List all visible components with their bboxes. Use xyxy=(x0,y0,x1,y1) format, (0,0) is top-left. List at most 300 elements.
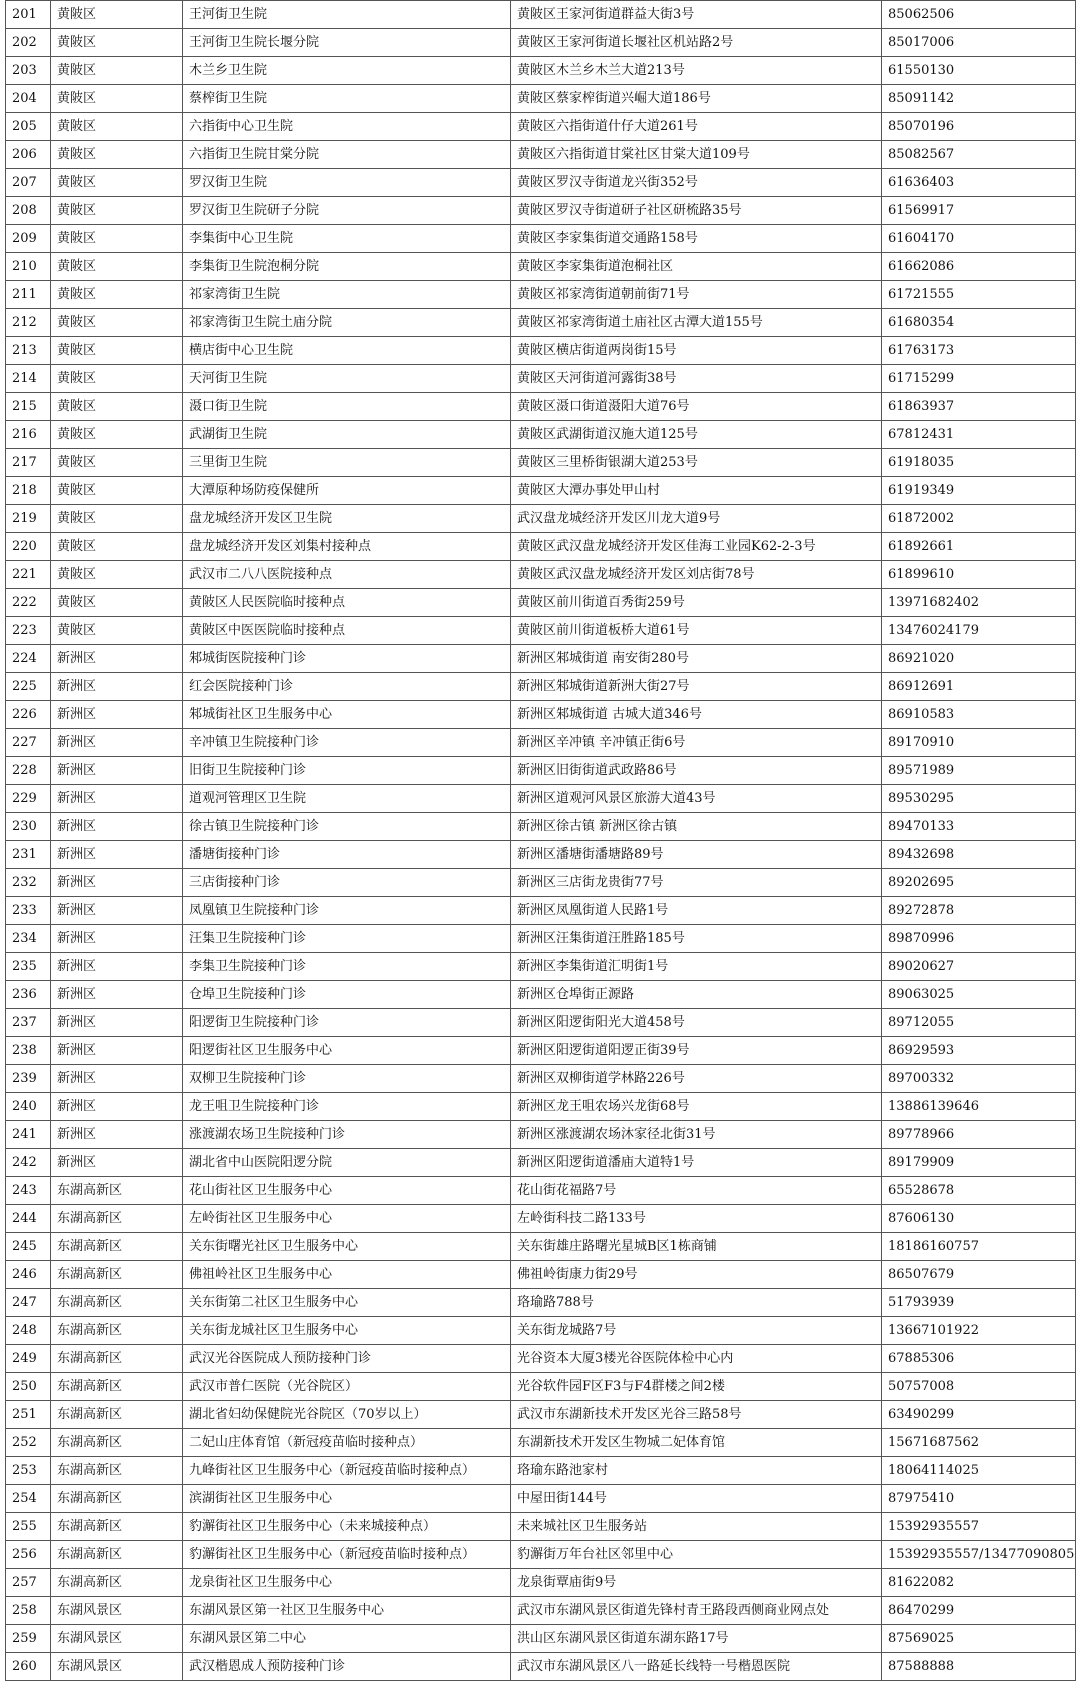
phone-cell: 67885306 xyxy=(882,1345,1076,1373)
district-cell: 东湖风景区 xyxy=(51,1653,183,1681)
table-row xyxy=(6,393,1076,421)
district-cell: 黄陂区 xyxy=(51,617,183,645)
table-row xyxy=(6,197,1076,225)
district-cell: 新洲区 xyxy=(51,1009,183,1037)
phone-cell: 87569025 xyxy=(882,1625,1076,1653)
table-row xyxy=(6,1485,1076,1513)
site-name-cell: 辛冲镇卫生院接种门诊 xyxy=(183,729,511,757)
address-cell: 黄陂区王家河街道群益大街3号 xyxy=(511,1,882,29)
phone-cell: 15671687562 xyxy=(882,1429,1076,1457)
address-cell: 新洲区邾城街道 古城大道346号 xyxy=(511,701,882,729)
phone-cell: 87606130 xyxy=(882,1205,1076,1233)
address-cell: 新洲区凤凰街道人民路1号 xyxy=(511,897,882,925)
table-row xyxy=(6,1625,1076,1653)
phone-cell: 61715299 xyxy=(882,365,1076,393)
phone-cell: 86912691 xyxy=(882,673,1076,701)
district-cell: 黄陂区 xyxy=(51,225,183,253)
row-number: 259 xyxy=(6,1625,51,1653)
address-cell: 关东街雄庄路曙光星城B区1栋商铺 xyxy=(511,1233,882,1261)
phone-cell: 89179909 xyxy=(882,1149,1076,1177)
table-row xyxy=(6,1205,1076,1233)
table-row xyxy=(6,1289,1076,1317)
row-number: 250 xyxy=(6,1373,51,1401)
site-name-cell: 武湖街卫生院 xyxy=(183,421,511,449)
district-cell: 黄陂区 xyxy=(51,505,183,533)
site-name-cell: 蔡榨街卫生院 xyxy=(183,85,511,113)
address-cell: 新洲区涨渡湖农场沐家径北街31号 xyxy=(511,1121,882,1149)
address-cell: 武汉盘龙城经济开发区川龙大道9号 xyxy=(511,505,882,533)
row-number: 255 xyxy=(6,1513,51,1541)
row-number: 203 xyxy=(6,57,51,85)
table-row xyxy=(6,533,1076,561)
address-cell: 黄陂区李家集街道交通路158号 xyxy=(511,225,882,253)
table-row xyxy=(6,981,1076,1009)
district-cell: 新洲区 xyxy=(51,869,183,897)
district-cell: 东湖高新区 xyxy=(51,1513,183,1541)
district-cell: 东湖高新区 xyxy=(51,1569,183,1597)
table-row xyxy=(6,281,1076,309)
row-number: 214 xyxy=(6,365,51,393)
row-number: 236 xyxy=(6,981,51,1009)
phone-cell: 87588888 xyxy=(882,1653,1076,1681)
phone-cell: 67812431 xyxy=(882,421,1076,449)
row-number: 248 xyxy=(6,1317,51,1345)
site-name-cell: 道观河管理区卫生院 xyxy=(183,785,511,813)
site-name-cell: 横店街中心卫生院 xyxy=(183,337,511,365)
table-row xyxy=(6,505,1076,533)
address-cell: 新洲区阳逻街道潘庙大道特1号 xyxy=(511,1149,882,1177)
district-cell: 黄陂区 xyxy=(51,561,183,589)
district-cell: 新洲区 xyxy=(51,673,183,701)
row-number: 209 xyxy=(6,225,51,253)
district-cell: 新洲区 xyxy=(51,841,183,869)
row-number: 243 xyxy=(6,1177,51,1205)
site-name-cell: 龙泉街社区卫生服务中心 xyxy=(183,1569,511,1597)
address-cell: 龙泉街覃庙街9号 xyxy=(511,1569,882,1597)
phone-cell: 89272878 xyxy=(882,897,1076,925)
phone-cell: 89778966 xyxy=(882,1121,1076,1149)
table-row xyxy=(6,1093,1076,1121)
row-number: 230 xyxy=(6,813,51,841)
district-cell: 黄陂区 xyxy=(51,421,183,449)
phone-cell: 85091142 xyxy=(882,85,1076,113)
row-number: 218 xyxy=(6,477,51,505)
phone-cell: 89020627 xyxy=(882,953,1076,981)
district-cell: 黄陂区 xyxy=(51,309,183,337)
site-name-cell: 汪集卫生院接种门诊 xyxy=(183,925,511,953)
table-row xyxy=(6,1009,1076,1037)
district-cell: 新洲区 xyxy=(51,981,183,1009)
site-name-cell: 祁家湾街卫生院土庙分院 xyxy=(183,309,511,337)
site-name-cell: 花山街社区卫生服务中心 xyxy=(183,1177,511,1205)
phone-cell: 85070196 xyxy=(882,113,1076,141)
row-number: 220 xyxy=(6,533,51,561)
site-name-cell: 东湖风景区第一社区卫生服务中心 xyxy=(183,1597,511,1625)
district-cell: 新洲区 xyxy=(51,925,183,953)
site-name-cell: 潘塘街接种门诊 xyxy=(183,841,511,869)
row-number: 212 xyxy=(6,309,51,337)
phone-cell: 15392935557 xyxy=(882,1513,1076,1541)
row-number: 245 xyxy=(6,1233,51,1261)
address-cell: 左岭街科技二路133号 xyxy=(511,1205,882,1233)
address-cell: 新洲区三店街龙贵街77号 xyxy=(511,869,882,897)
district-cell: 黄陂区 xyxy=(51,533,183,561)
row-number: 242 xyxy=(6,1149,51,1177)
phone-cell: 61918035 xyxy=(882,449,1076,477)
site-name-cell: 凤凰镇卫生院接种门诊 xyxy=(183,897,511,925)
table-row xyxy=(6,729,1076,757)
row-number: 205 xyxy=(6,113,51,141)
address-cell: 新洲区徐古镇 新洲区徐古镇 xyxy=(511,813,882,841)
row-number: 206 xyxy=(6,141,51,169)
site-name-cell: 涨渡湖农场卫生院接种门诊 xyxy=(183,1121,511,1149)
site-name-cell: 旧街卫生院接种门诊 xyxy=(183,757,511,785)
district-cell: 黄陂区 xyxy=(51,477,183,505)
table-row xyxy=(6,169,1076,197)
address-cell: 黄陂区王家河街道长堰社区机站路2号 xyxy=(511,29,882,57)
address-cell: 新洲区李集街道汇明街1号 xyxy=(511,953,882,981)
site-name-cell: 武汉市普仁医院（光谷院区） xyxy=(183,1373,511,1401)
district-cell: 新洲区 xyxy=(51,813,183,841)
row-number: 223 xyxy=(6,617,51,645)
table-row xyxy=(6,1177,1076,1205)
table-row xyxy=(6,1401,1076,1429)
row-number: 211 xyxy=(6,281,51,309)
row-number: 208 xyxy=(6,197,51,225)
district-cell: 东湖高新区 xyxy=(51,1317,183,1345)
row-number: 207 xyxy=(6,169,51,197)
site-name-cell: 天河街卫生院 xyxy=(183,365,511,393)
phone-cell: 61680354 xyxy=(882,309,1076,337)
site-name-cell: 龙王咀卫生院接种门诊 xyxy=(183,1093,511,1121)
district-cell: 黄陂区 xyxy=(51,449,183,477)
site-name-cell: 王河街卫生院长堰分院 xyxy=(183,29,511,57)
table-row xyxy=(6,365,1076,393)
phone-cell: 61721555 xyxy=(882,281,1076,309)
address-cell: 黄陂区滠口街道滠阳大道76号 xyxy=(511,393,882,421)
address-cell: 新洲区道观河风景区旅游大道43号 xyxy=(511,785,882,813)
district-cell: 东湖高新区 xyxy=(51,1233,183,1261)
district-cell: 黄陂区 xyxy=(51,337,183,365)
row-number: 235 xyxy=(6,953,51,981)
site-name-cell: 豹澥街社区卫生服务中心（未来城接种点） xyxy=(183,1513,511,1541)
site-name-cell: 滨湖街社区卫生服务中心 xyxy=(183,1485,511,1513)
district-cell: 黄陂区 xyxy=(51,393,183,421)
table-row xyxy=(6,841,1076,869)
phone-cell: 13667101922 xyxy=(882,1317,1076,1345)
table-row xyxy=(6,253,1076,281)
address-cell: 黄陂区前川街道百秀街259号 xyxy=(511,589,882,617)
table-row xyxy=(6,589,1076,617)
row-number: 258 xyxy=(6,1597,51,1625)
phone-cell: 13971682402 xyxy=(882,589,1076,617)
phone-cell: 61872002 xyxy=(882,505,1076,533)
row-number: 227 xyxy=(6,729,51,757)
address-cell: 珞瑜路788号 xyxy=(511,1289,882,1317)
address-cell: 武汉市东湖风景区街道先锋村青王路段西侧商业网点处 xyxy=(511,1597,882,1625)
table-row xyxy=(6,337,1076,365)
row-number: 246 xyxy=(6,1261,51,1289)
address-cell: 关东街龙城路7号 xyxy=(511,1317,882,1345)
phone-cell: 65528678 xyxy=(882,1177,1076,1205)
table-row xyxy=(6,57,1076,85)
district-cell: 黄陂区 xyxy=(51,113,183,141)
district-cell: 东湖高新区 xyxy=(51,1373,183,1401)
phone-cell: 61892661 xyxy=(882,533,1076,561)
site-name-cell: 东湖风景区第二中心 xyxy=(183,1625,511,1653)
phone-cell: 86921020 xyxy=(882,645,1076,673)
row-number: 241 xyxy=(6,1121,51,1149)
row-number: 215 xyxy=(6,393,51,421)
row-number: 244 xyxy=(6,1205,51,1233)
site-name-cell: 盘龙城经济开发区卫生院 xyxy=(183,505,511,533)
district-cell: 东湖高新区 xyxy=(51,1457,183,1485)
phone-cell: 85082567 xyxy=(882,141,1076,169)
row-number: 234 xyxy=(6,925,51,953)
address-cell: 花山街花福路7号 xyxy=(511,1177,882,1205)
address-cell: 黄陂区六指街道什仔大道261号 xyxy=(511,113,882,141)
address-cell: 黄陂区武汉盘龙城经济开发区佳海工业园K62-2-3号 xyxy=(511,533,882,561)
row-number: 224 xyxy=(6,645,51,673)
table-row xyxy=(6,1345,1076,1373)
table-row xyxy=(6,617,1076,645)
address-cell: 黄陂区前川街道板桥大道61号 xyxy=(511,617,882,645)
district-cell: 新洲区 xyxy=(51,645,183,673)
row-number: 210 xyxy=(6,253,51,281)
site-name-cell: 武汉楷恩成人预防接种门诊 xyxy=(183,1653,511,1681)
district-cell: 黄陂区 xyxy=(51,365,183,393)
site-name-cell: 关东街第二社区卫生服务中心 xyxy=(183,1289,511,1317)
site-name-cell: 阳逻街卫生院接种门诊 xyxy=(183,1009,511,1037)
district-cell: 新洲区 xyxy=(51,701,183,729)
table-row xyxy=(6,421,1076,449)
address-cell: 新洲区旧街街道武政路86号 xyxy=(511,757,882,785)
row-number: 222 xyxy=(6,589,51,617)
address-cell: 武汉市东湖风景区八一路延长线特一号楷恩医院 xyxy=(511,1653,882,1681)
district-cell: 东湖高新区 xyxy=(51,1289,183,1317)
site-name-cell: 关东街曙光社区卫生服务中心 xyxy=(183,1233,511,1261)
row-number: 247 xyxy=(6,1289,51,1317)
address-cell: 黄陂区祁家湾街道土庙社区古潭大道155号 xyxy=(511,309,882,337)
address-cell: 光谷资本大厦3楼光谷医院体检中心内 xyxy=(511,1345,882,1373)
row-number: 239 xyxy=(6,1065,51,1093)
row-number: 252 xyxy=(6,1429,51,1457)
phone-cell: 61604170 xyxy=(882,225,1076,253)
site-name-cell: 三里街卫生院 xyxy=(183,449,511,477)
site-name-cell: 红会医院接种门诊 xyxy=(183,673,511,701)
district-cell: 东湖高新区 xyxy=(51,1541,183,1569)
phone-cell: 89170910 xyxy=(882,729,1076,757)
address-cell: 新洲区辛冲镇 辛冲镇正街6号 xyxy=(511,729,882,757)
table-row xyxy=(6,1429,1076,1457)
phone-cell: 85017006 xyxy=(882,29,1076,57)
address-cell: 洪山区东湖风景区街道东湖东路17号 xyxy=(511,1625,882,1653)
site-name-cell: 王河街卫生院 xyxy=(183,1,511,29)
site-name-cell: 左岭街社区卫生服务中心 xyxy=(183,1205,511,1233)
district-cell: 东湖高新区 xyxy=(51,1345,183,1373)
table-row xyxy=(6,813,1076,841)
phone-cell: 89432698 xyxy=(882,841,1076,869)
row-number: 226 xyxy=(6,701,51,729)
site-name-cell: 豹澥街社区卫生服务中心（新冠疫苗临时接种点） xyxy=(183,1541,511,1569)
address-cell: 新洲区汪集街道汪胜路185号 xyxy=(511,925,882,953)
address-cell: 光谷软件园F区F3与F4群楼之间2楼 xyxy=(511,1373,882,1401)
table-row xyxy=(6,925,1076,953)
table-row xyxy=(6,757,1076,785)
table-row xyxy=(6,1233,1076,1261)
address-cell: 黄陂区罗汉寺街道研子社区研梳路35号 xyxy=(511,197,882,225)
site-name-cell: 滠口街卫生院 xyxy=(183,393,511,421)
district-cell: 东湖高新区 xyxy=(51,1429,183,1457)
district-cell: 黄陂区 xyxy=(51,1,183,29)
row-number: 237 xyxy=(6,1009,51,1037)
row-number: 217 xyxy=(6,449,51,477)
address-cell: 黄陂区祁家湾街道朝前街71号 xyxy=(511,281,882,309)
row-number: 231 xyxy=(6,841,51,869)
table-row xyxy=(6,897,1076,925)
district-cell: 东湖风景区 xyxy=(51,1597,183,1625)
district-cell: 新洲区 xyxy=(51,757,183,785)
row-number: 254 xyxy=(6,1485,51,1513)
table-row xyxy=(6,1513,1076,1541)
table-row xyxy=(6,1121,1076,1149)
phone-cell: 50757008 xyxy=(882,1373,1076,1401)
site-name-cell: 三店街接种门诊 xyxy=(183,869,511,897)
table-row xyxy=(6,1065,1076,1093)
phone-cell: 86470299 xyxy=(882,1597,1076,1625)
site-name-cell: 双柳卫生院接种门诊 xyxy=(183,1065,511,1093)
site-name-cell: 六指街卫生院甘棠分院 xyxy=(183,141,511,169)
row-number: 229 xyxy=(6,785,51,813)
table-row xyxy=(6,673,1076,701)
address-cell: 黄陂区大潭办事处甲山村 xyxy=(511,477,882,505)
district-cell: 黄陂区 xyxy=(51,281,183,309)
address-cell: 黄陂区李家集街道泡桐社区 xyxy=(511,253,882,281)
row-number: 249 xyxy=(6,1345,51,1373)
table-row xyxy=(6,1541,1076,1569)
phone-cell: 63490299 xyxy=(882,1401,1076,1429)
district-cell: 东湖高新区 xyxy=(51,1485,183,1513)
site-name-cell: 湖北省妇幼保健院光谷院区（70岁以上） xyxy=(183,1401,511,1429)
phone-cell: 18064114025 xyxy=(882,1457,1076,1485)
row-number: 213 xyxy=(6,337,51,365)
district-cell: 黄陂区 xyxy=(51,29,183,57)
row-number: 251 xyxy=(6,1401,51,1429)
table-row xyxy=(6,1457,1076,1485)
district-cell: 黄陂区 xyxy=(51,169,183,197)
row-number: 216 xyxy=(6,421,51,449)
site-name-cell: 关东街龙城社区卫生服务中心 xyxy=(183,1317,511,1345)
district-cell: 新洲区 xyxy=(51,729,183,757)
phone-cell: 13476024179 xyxy=(882,617,1076,645)
phone-cell: 81622082 xyxy=(882,1569,1076,1597)
table-row xyxy=(6,85,1076,113)
phone-cell: 61550130 xyxy=(882,57,1076,85)
address-cell: 新洲区邾城街道 南安街280号 xyxy=(511,645,882,673)
phone-cell: 61863937 xyxy=(882,393,1076,421)
site-name-cell: 湖北省中山医院阳逻分院 xyxy=(183,1149,511,1177)
address-cell: 珞瑜东路池家村 xyxy=(511,1457,882,1485)
row-number: 232 xyxy=(6,869,51,897)
table-row xyxy=(6,113,1076,141)
address-cell: 佛祖岭街康力街29号 xyxy=(511,1261,882,1289)
table-row xyxy=(6,1569,1076,1597)
phone-cell: 61763173 xyxy=(882,337,1076,365)
district-cell: 新洲区 xyxy=(51,897,183,925)
vaccination-sites-table xyxy=(5,0,1076,1681)
row-number: 257 xyxy=(6,1569,51,1597)
table-row xyxy=(6,785,1076,813)
address-cell: 新洲区邾城街道新洲大街27号 xyxy=(511,673,882,701)
row-number: 253 xyxy=(6,1457,51,1485)
phone-cell: 61919349 xyxy=(882,477,1076,505)
row-number: 238 xyxy=(6,1037,51,1065)
address-cell: 新洲区仓埠街正源路 xyxy=(511,981,882,1009)
site-name-cell: 仓埠卫生院接种门诊 xyxy=(183,981,511,1009)
table-row xyxy=(6,309,1076,337)
phone-cell: 89700332 xyxy=(882,1065,1076,1093)
phone-cell: 18186160757 xyxy=(882,1233,1076,1261)
site-name-cell: 武汉市二八八医院接种点 xyxy=(183,561,511,589)
district-cell: 新洲区 xyxy=(51,1065,183,1093)
phone-cell: 85062506 xyxy=(882,1,1076,29)
district-cell: 黄陂区 xyxy=(51,57,183,85)
phone-cell: 89530295 xyxy=(882,785,1076,813)
phone-cell: 86507679 xyxy=(882,1261,1076,1289)
address-cell: 新洲区龙王咀农场兴龙街68号 xyxy=(511,1093,882,1121)
address-cell: 未来城社区卫生服务站 xyxy=(511,1513,882,1541)
district-cell: 新洲区 xyxy=(51,1121,183,1149)
row-number: 219 xyxy=(6,505,51,533)
row-number: 260 xyxy=(6,1653,51,1681)
address-cell: 新洲区阳逻街阳光大道458号 xyxy=(511,1009,882,1037)
table-row xyxy=(6,1317,1076,1345)
address-cell: 中屋田街144号 xyxy=(511,1485,882,1513)
address-cell: 东湖新技术开发区生物城二妃体育馆 xyxy=(511,1429,882,1457)
row-number: 256 xyxy=(6,1541,51,1569)
site-name-cell: 木兰乡卫生院 xyxy=(183,57,511,85)
district-cell: 东湖风景区 xyxy=(51,1625,183,1653)
table-row xyxy=(6,561,1076,589)
phone-cell: 13886139646 xyxy=(882,1093,1076,1121)
table-row xyxy=(6,477,1076,505)
address-cell: 黄陂区六指街道甘棠社区甘棠大道109号 xyxy=(511,141,882,169)
table-row xyxy=(6,1149,1076,1177)
table-row xyxy=(6,141,1076,169)
address-cell: 武汉市东湖新技术开发区光谷三路58号 xyxy=(511,1401,882,1429)
phone-cell: 15392935557/13477090805 xyxy=(882,1541,1076,1569)
phone-cell: 89202695 xyxy=(882,869,1076,897)
address-cell: 新洲区双柳街道学林路226号 xyxy=(511,1065,882,1093)
district-cell: 新洲区 xyxy=(51,1149,183,1177)
row-number: 233 xyxy=(6,897,51,925)
site-name-cell: 大潭原种场防疫保健所 xyxy=(183,477,511,505)
site-name-cell: 徐古镇卫生院接种门诊 xyxy=(183,813,511,841)
row-number: 201 xyxy=(6,1,51,29)
district-cell: 东湖高新区 xyxy=(51,1177,183,1205)
phone-cell: 51793939 xyxy=(882,1289,1076,1317)
site-name-cell: 武汉光谷医院成人预防接种门诊 xyxy=(183,1345,511,1373)
district-cell: 新洲区 xyxy=(51,1093,183,1121)
table-row xyxy=(6,645,1076,673)
district-cell: 黄陂区 xyxy=(51,197,183,225)
site-name-cell: 阳逻街社区卫生服务中心 xyxy=(183,1037,511,1065)
table-row xyxy=(6,449,1076,477)
site-name-cell: 李集卫生院接种门诊 xyxy=(183,953,511,981)
district-cell: 东湖高新区 xyxy=(51,1205,183,1233)
district-cell: 黄陂区 xyxy=(51,141,183,169)
row-number: 221 xyxy=(6,561,51,589)
